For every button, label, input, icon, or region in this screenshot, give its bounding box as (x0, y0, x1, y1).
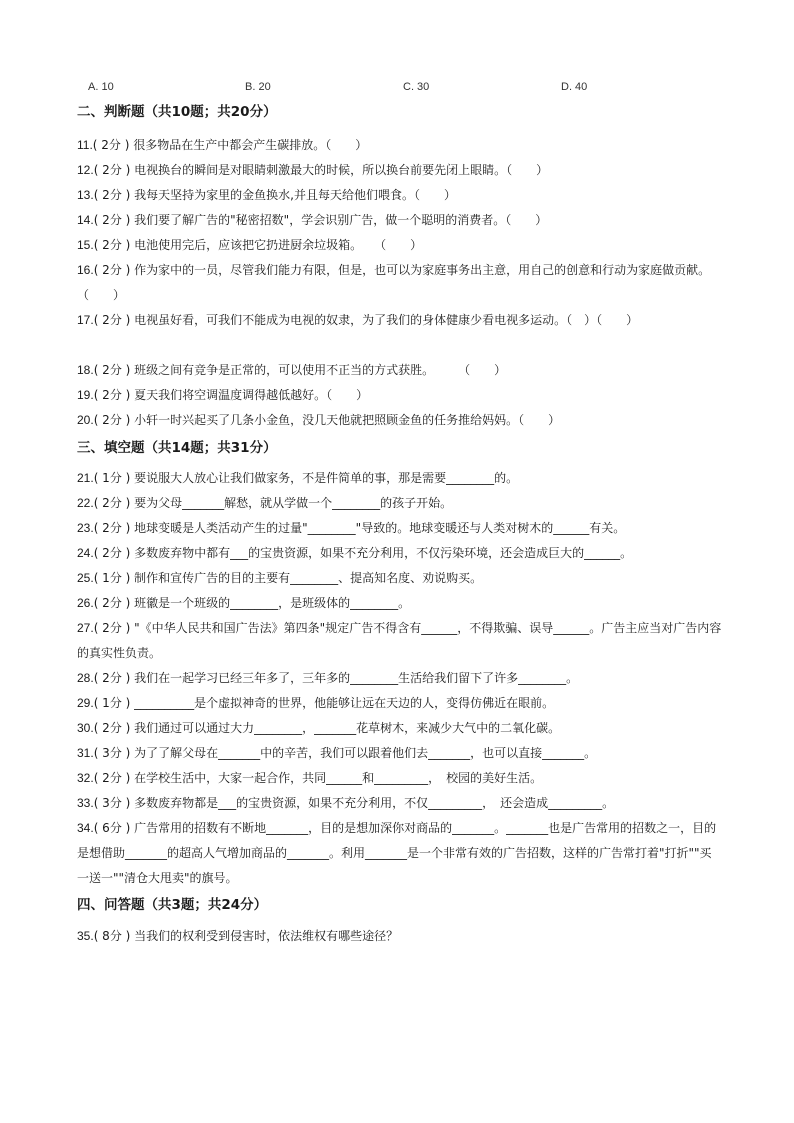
question-27: 27.( 2分 ) "《中华人民共和国广告法》第四条"规定广告不得含有______，不得欺骗、误导______。广告主应当对广告内容的真实性负责。 (77, 621, 722, 660)
question-24: 24.( 2分 ) 多数废弃物中都有___的宝贵资源，如果不充分利用，不仅污染环境，还会造成巨大的______。 (77, 546, 633, 560)
question-28: 28.( 2分 ) 我们在一起学习已经三年多了，三年多的________生活给我们留下了许多________。 (77, 671, 579, 685)
question-18: 18.( 2分 ) 班级之间有竞争是正常的，可以使用不正当的方式获胜。 （ ） (77, 363, 507, 377)
question-11: 11.( 2分 ) 很多物品在生产中都会产生碳排放。（ ） (77, 138, 368, 152)
section-heading-qa: 四、问答题（共3题；共24分） (77, 897, 268, 913)
question-34: 34.( 6分 ) 广告常用的招数有不断地_______，目的是想加深你对商品的_______。_______也是广告常用的招数之一，目的是想借助_______的超高人气增加商品的_______。利用_______是一个非常有效的广告招数，这样的广告常打着"打折""买一送一""清仓大甩卖"的旗号。 (77, 821, 717, 885)
question-23: 23.( 2分 ) 地球变暖是人类活动产生的过量"________"导致的。地球变暖还与人类对树木的______有关。 (77, 521, 626, 535)
question-33: 33.( 3分 ) 多数废弃物都是___的宝贵资源，如果不充分利用，不仅_________， 还会造成_________。 (77, 796, 615, 810)
question-21: 21.( 1分 ) 要说服大人放心让我们做家务，不是件简单的事，那是需要________的。 (77, 471, 519, 485)
question-14: 14.( 2分 ) 我们要了解广告的"秘密招数"，学会识别广告，做一个聪明的消费者。（ ） (77, 213, 548, 227)
section-heading-judge: 二、判断题（共10题；共20分） (77, 104, 277, 120)
question-35: 35.( 8分 ) 当我们的权利受到侵害时，依法维权有哪些途径？ (77, 929, 399, 943)
choice-c: C. 30 (403, 81, 430, 93)
choice-a: A. 10 (88, 81, 114, 93)
question-19: 19.( 2分 ) 夏天我们将空调温度调得越低越好。（ ） (77, 388, 369, 402)
question-32: 32.( 2分 ) 在学校生活中，大家一起合作，共同______和_________， 校园的美好生活。 (77, 771, 543, 785)
question-29: 29.( 1分 ) __________是个虚拟神奇的世界，他能够让远在天边的人，变得仿佛近在眼前。 (77, 696, 555, 710)
choice-d: D. 40 (561, 81, 588, 93)
answer-choices (88, 81, 728, 97)
section-heading-fill: 三、填空题（共14题；共31分） (77, 440, 277, 456)
question-26: 26.( 2分 ) 班徽是一个班级的________，是班级体的________。 (77, 596, 411, 610)
question-13: 13.( 2分 ) 我每天坚持为家里的金鱼换水,并且每天给他们喂食。（ ） (77, 188, 456, 202)
question-30: 30.( 2分 ) 我们通过可以通过大力________，_______花草树木，来减少大气中的二氧化碳。 (77, 721, 561, 735)
question-12: 12.( 2分 ) 电视换台的瞬间是对眼睛刺激最大的时候，所以换台前要先闭上眼睛。（ ） (77, 163, 549, 177)
question-16: 16.( 2分 ) 作为家中的一员，尽管我们能力有限，但是，也可以为家庭事务出主意，用自己的创意和行动为家庭做贡献。 （ ） (77, 263, 729, 302)
choice-b: B. 20 (245, 81, 271, 93)
question-31: 31.( 3分 ) 为了了解父母在_______中的辛苦，我们可以跟着他们去_______，也可以直接_______。 (77, 746, 597, 760)
question-20: 20.( 2分 ) 小轩一时兴起买了几条小金鱼，没几天他就把照顾金鱼的任务推给妈妈。（ ） (77, 413, 561, 427)
question-22: 22.( 2分 ) 要为父母_______解愁，就从学做一个________的孩子开始。 (77, 496, 453, 510)
question-15: 15.( 2分 ) 电池使用完后，应该把它扔进厨余垃圾箱。 （ ） (77, 238, 423, 252)
question-25: 25.( 1分 ) 制作和宣传广告的目的主要有________、提高知名度、劝说购买。 (77, 571, 483, 585)
question-17: 17.( 2分 ) 电视虽好看，可我们不能成为电视的奴隶，为了我们的身体健康少看电视多运动。（ ）（ ） (77, 313, 639, 327)
